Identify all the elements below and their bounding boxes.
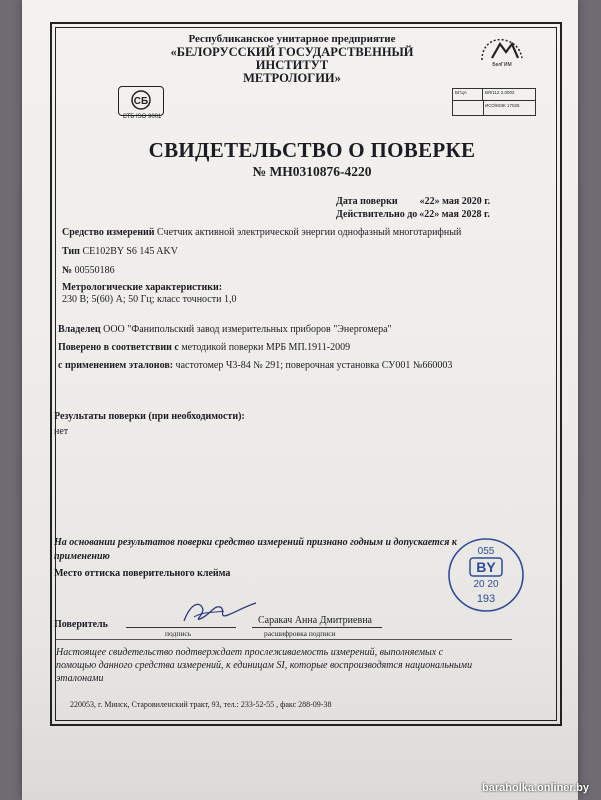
type-row [62,245,178,258]
divider [56,639,512,640]
address-line: 220053, г. Минск, Старовиленский тракт, 93, тел.: 233-52-55 , факс 288-09-38 [70,700,332,709]
standards-label: с применением эталонов: [58,360,174,371]
name-line [252,627,382,628]
signature-line [126,627,236,628]
verification-stamp [446,536,526,614]
owner-label: Владелец [58,324,101,335]
accreditation-box [452,88,536,116]
organization-header [142,33,442,85]
certificate-number: № МН0310876-4220 [252,164,372,179]
valid-value: «22» мая 2028 г. [419,209,490,220]
type-value: CE102BY S6 145 AKV [82,246,178,257]
valid-label: Действительно до [336,209,418,220]
metro-label: Метрологические характеристики: [62,282,223,293]
stb-logo-icon [118,86,164,116]
stamp-country: BY [476,559,496,575]
verifier-label: Поверитель [54,619,108,630]
svg-text:СБ: СБ [133,96,149,107]
means-label: Средство измерений [62,227,155,238]
owner-value: ООО "Фанипольский завод измерительных приборов "Энергомера" [103,324,392,335]
method-value: методикой поверки МРБ МП.1911-2009 [181,342,351,353]
org-line-2: «БЕЛОРУССКИЙ ГОСУДАРСТВЕННЫЙ ИНСТИТУТ [170,45,414,72]
stb-logo-caption: СТБ ISO 9001 [122,114,162,120]
means-value: Счетчик активной электрической энергии однофазный многотарифный [157,227,462,238]
conclusion-line-1: На основании результатов поверки средство измерений признано годным и допускается к [54,537,457,548]
signature-caption: подпись [165,629,192,638]
certificate-paper [22,0,578,800]
metro-value: 230 В; 5(60) А; 50 Гц; класс точности 1,0 [62,294,237,305]
means-row [62,226,461,239]
serial-value: 00550186 [74,265,115,276]
serial-row [62,264,115,277]
accreditation-cell-2: ВЯ/112 2.0002 [483,89,535,101]
stamp-year: 20 20 [473,579,499,590]
verifier-name: Саракач Анна Дмитриевна [258,615,372,626]
results-value: нет [54,426,69,437]
standards-value: частотомер Ч3-84 № 291; поверочная установка СУ001 №660003 [175,360,453,371]
stamp-bottom-number: 193 [476,593,496,605]
certificate-title: СВИДЕТЕЛЬСТВО О ПОВЕРКЕ [148,138,476,162]
owner-row [58,323,392,336]
notice-line-3: эталонами [56,673,104,684]
belgim-logo [474,34,530,68]
standards-row [58,359,452,372]
method-row [58,341,350,354]
type-label: Тип [62,246,80,257]
name-caption: расшифровка подписи [264,629,336,638]
org-line-1: Республиканское унитарное предприятие [188,33,396,45]
date-label: Дата поверки [336,196,398,207]
conclusion-line-2: применению [54,551,110,562]
dates-block [336,195,490,221]
method-label: Поверено в соответствии с [58,342,179,353]
accreditation-cell-3: ИСО/МЭК 17025 [485,103,520,108]
results-label: Результаты поверки (при необходимости): [54,411,245,422]
signature-icon [180,597,260,627]
serial-label: № [62,265,73,276]
date-value: «22» мая 2020 г. [419,196,491,207]
notice-line-1: Настоящее свидетельство подтверждает прослеживаемость измерений, выполняемых с [56,647,444,658]
notice-line-2: помощью данного средства измерений, к единицам SI, которые воспроизводятся национальными [56,660,473,671]
stamp-place-label: Место оттиска поверительного клейма [54,568,231,579]
stamp-top-number: 055 [477,546,495,557]
belgim-logo-caption: БелГИМ [492,62,512,68]
accreditation-cell-1: БГЦА [453,89,483,101]
org-line-3: МЕТРОЛОГИИ» [243,71,341,85]
watermark: baraholka.onliner.by [482,782,589,794]
